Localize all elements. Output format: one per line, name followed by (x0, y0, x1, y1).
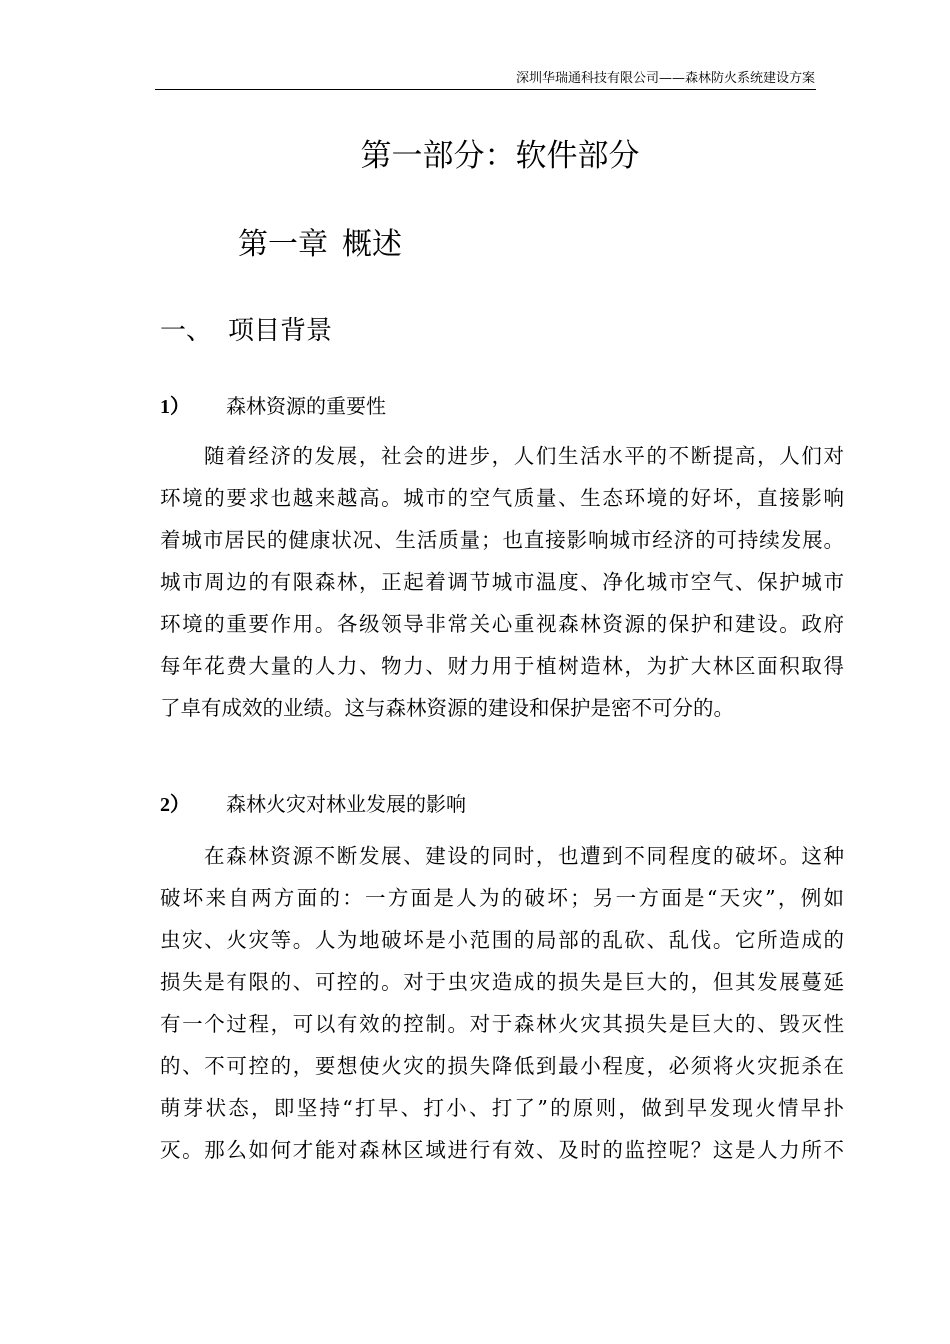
paragraph-line: 了卓有成效的业绩。这与森林资源的建设和保护是密不可分的。 (160, 696, 734, 720)
subsection-heading-2 (160, 790, 466, 819)
paragraph-line: 环境的要求也越来越高。城市的空气质量、生态环境的好坏，直接影响 (160, 486, 844, 510)
section-title (160, 312, 332, 350)
chapter-name: 概述 (342, 227, 402, 262)
paragraph-line: 着城市居民的健康状况、生活质量；也直接影响城市经济的可持续发展。 (160, 528, 844, 552)
paragraph-line: 灭。那么如何才能对森林区域进行有效、及时的监控呢？这是人力所不 (160, 1138, 844, 1162)
paragraph-line: 在森林资源不断发展、建设的同时，也遭到不同程度的破坏。这种 (204, 844, 844, 868)
header-rule (155, 89, 816, 90)
header-text: 深圳华瑞通科技有限公司——森林防火系统建设方案 (515, 71, 815, 86)
paragraph-line: 的、不可控的，要想使火灾的损失降低到最小程度，必须将火灾扼杀在 (160, 1054, 844, 1078)
paragraph-line: 萌芽状态，即坚持“打早、打小、打了”的原则，做到早发现火情早扑 (160, 1096, 844, 1120)
paragraph-line: 破坏来自两方面的：一方面是人为的破坏；另一方面是“天灾”，例如 (160, 886, 844, 910)
paragraph-line: 虫灾、火灾等。人为地破坏是小范围的局部的乱砍、乱伐。它所造成的 (160, 928, 844, 952)
paragraph-2 (160, 835, 844, 1171)
subsection-number: 2） (160, 794, 190, 816)
subsection-title: 森林火灾对林业发展的影响 (226, 792, 466, 816)
paragraph-line: 环境的重要作用。各级领导非常关心重视森林资源的保护和建设。政府 (160, 612, 844, 636)
section-name: 项目背景 (228, 316, 333, 346)
subsection-heading-1 (160, 392, 386, 421)
paragraph-line: 每年花费大量的人力、物力、财力用于植树造林，为扩大林区面积取得 (160, 654, 844, 678)
paragraph-line: 有一个过程，可以有效的控制。对于森林火灾其损失是巨大的、毁灭性 (160, 1012, 844, 1036)
part-title: 第一部分：软件部分 (360, 138, 640, 174)
paragraph-line: 城市周边的有限森林，正起着调节城市温度、净化城市空气、保护城市 (160, 570, 844, 594)
paragraph-1 (160, 435, 844, 729)
section-number: 一、 (160, 316, 213, 346)
chapter-title (238, 224, 402, 266)
paragraph-line: 损失是有限的、可控的。对于虫灾造成的损失是巨大的，但其发展蔓延 (160, 970, 844, 994)
subsection-number: 1） (160, 396, 190, 418)
paragraph-line: 随着经济的发展，社会的进步，人们生活水平的不断提高，人们对 (204, 444, 844, 468)
subsection-title: 森林资源的重要性 (226, 394, 386, 418)
chapter-number: 第一章 (238, 227, 328, 262)
